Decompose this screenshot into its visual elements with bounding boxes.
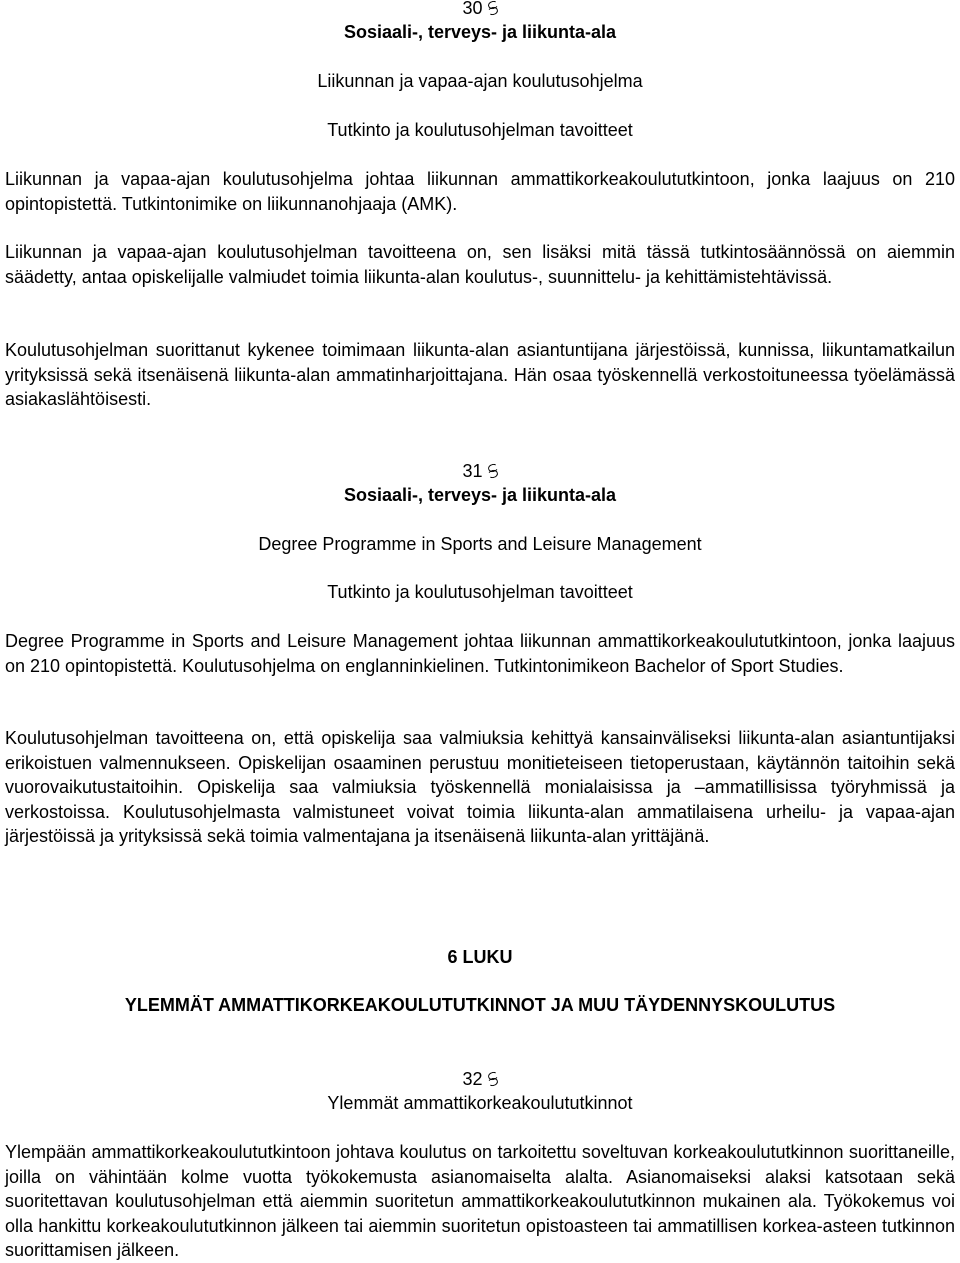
- section-30-paragraph-1: Liikunnan ja vapaa-ajan koulutusohjelma johtaa liikunnan ammattikorkeakoulututkintoon, jonka laajuus on 210 opintopistettä. Tutkintonimike on liikunnanohjaaja (AMK).: [5, 169, 955, 214]
- chapter-title: YLEMMÄT AMMATTIKORKEAKOULUTUTKINNOT JA MUU TÄYDENNYSKOULUTUS: [124, 995, 836, 1015]
- section-number-text: 31: [462, 461, 483, 481]
- section-30-programme: Liikunnan ja vapaa-ajan koulutusohjelma: [317, 71, 643, 91]
- section-31-heading: Sosiaali-, terveys- ja liikunta-ala: [343, 485, 617, 505]
- section-30-heading: Sosiaali-, terveys- ja liikunta-ala: [343, 22, 617, 42]
- section-sign-icon: [486, 464, 498, 478]
- section-31-programme: Degree Programme in Sports and Leisure Management: [258, 534, 702, 554]
- section-sign-icon: [486, 1072, 498, 1086]
- section-number-text: 32: [462, 1069, 483, 1089]
- section-30-paragraph-2: Liikunnan ja vapaa-ajan koulutusohjelman tavoitteena on, sen lisäksi mitä tässä tutkintosäännössä on aiemmin säädetty, antaa opiskelijalle valmiudet toimia liikunta-alan koulutus-, suunnittelu- ja kehittämistehtävissä.: [5, 242, 955, 287]
- section-30-number: [5, 0, 955, 21]
- section-31-subheading: Tutkinto ja koulutusohjelman tavoitteet: [327, 582, 633, 602]
- chapter-label: 6 LUKU: [447, 947, 513, 967]
- section-30-paragraph-3: Koulutusohjelman suorittanut kykenee toimimaan liikunta-alan asiantuntijana järjestöissä, kunnissa, liikuntamatkailun yrityksissä sekä itsenäisenä liikunta-alan ammatinharjoittajana. Hän osaa työskennellä verkostoituneessa työelämässä asiakaslähtöisesti.: [5, 340, 955, 409]
- section-32-number: [5, 1067, 955, 1092]
- section-30-subheading: Tutkinto ja koulutusohjelman tavoitteet: [327, 120, 633, 140]
- section-31-number: [5, 459, 955, 484]
- section-number-text: 30: [462, 0, 483, 18]
- section-32-paragraph-1: Ylempään ammattikorkeakoulututkintoon johtava koulutus on tarkoitettu soveltuvan korkeakoulututkinnon suorittaneille, joilla on vähintään kolme vuotta työkokemusta asianomaiselta alalta. Asianomaiseksi alaksi katsotaan sekä suoritettavan koulutusohjelman että aiemmin suoritetun ammattikorkeakoulututkinnon mukainen ala. Työkokemus voi olla hankittu korkeakoulututkinnon jälkeen tai aiemmin suoritetun opistoasteen tai ammatillisen korkea-asteen tutkinnon suorittamisen jälkeen.: [5, 1142, 955, 1260]
- section-31-paragraph-1: Degree Programme in Sports and Leisure Management johtaa liikunnan ammattikorkeakoulututkintoon, jonka laajuus on 210 opintopistettä. Koulutusohjelma on englanninkielinen. Tutkintonimikeon Bachelor of Sport Studies.: [5, 631, 955, 676]
- section-32-heading: Ylemmät ammattikorkeakoulututkinnot: [327, 1093, 633, 1113]
- section-31-paragraph-2: Koulutusohjelman tavoitteena on, että opiskelija saa valmiuksia kehittyä kansainväliseksi liikunta-alan asiantuntijaksi erikoistuen valmennukseen. Opiskelijan osaaminen perustuu monitieteiseen tietoperustaan, käytännön taitoihin sekä vuorovaikutustaitoihin. Opiskelija saa valmiuksia työskennellä monialaisissa ja –ammatillisissa työryhmissä ja verkostoissa. Koulutusohjelmasta valmistuneet voivat toimia liikunta-alan ammatilaisena urheilu- ja vapaa-ajan järjestöissä ja yrityksissä sekä toimia valmentajana ja itsenäisenä liikunta-alan yrittäjänä.: [5, 728, 955, 846]
- section-sign-icon: [486, 1, 498, 15]
